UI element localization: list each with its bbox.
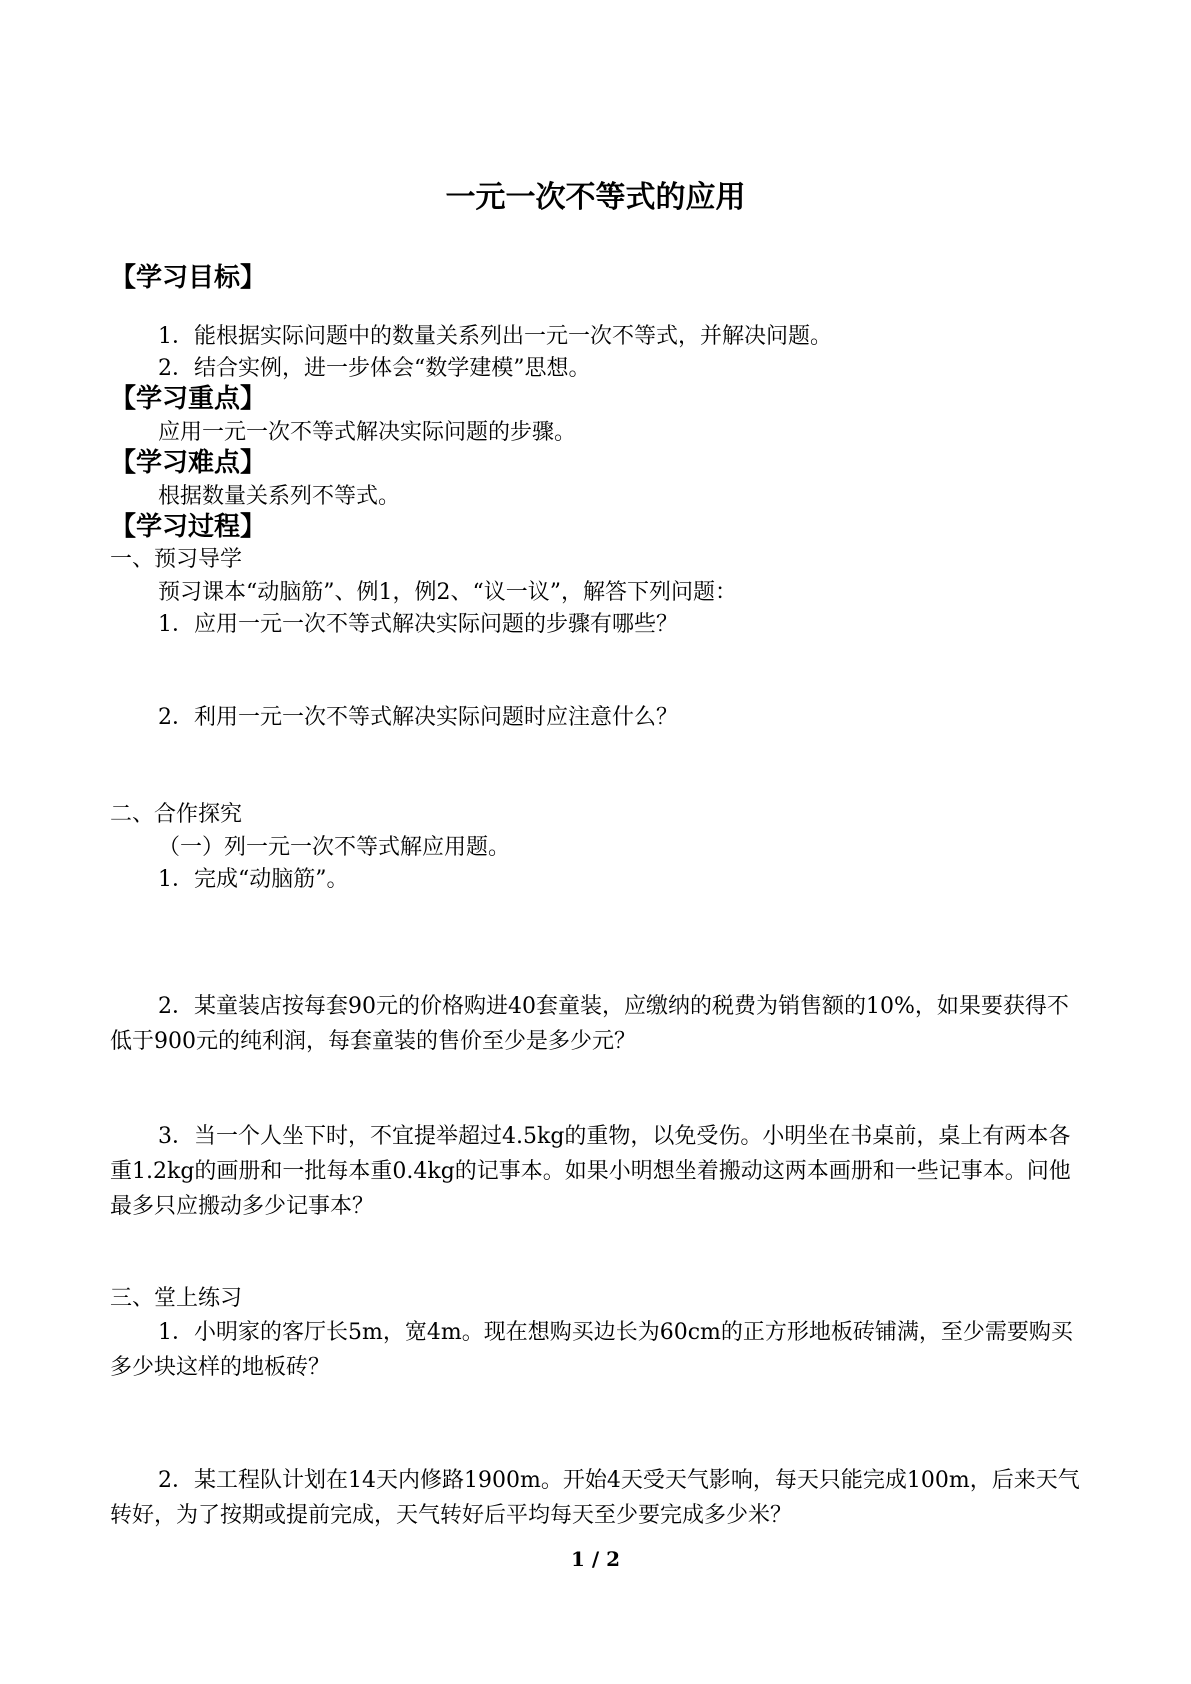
explore-subheading: （一）列一元一次不等式解应用题。 [158, 835, 511, 860]
goal-1: 1．能根据实际问题中的数量关系列出一元一次不等式，并解决问题。 [158, 324, 832, 349]
explore-question-1: 1．完成“动脑筋”。 [158, 867, 349, 892]
explore-question-3: 3．当一个人坐下时，不宜提举超过4.5kg的重物，以免受伤。小明坐在书桌前，桌上有两本各重1.2kg的画册和一批每本重0.4kg的记事本。如果小明想坐着搬动这两本画册和一些记事本。问他最多只应搬动多少记事本？ [110, 1124, 1071, 1219]
process-heading: 【学习过程】 [110, 512, 267, 542]
preview-question-1: 1．应用一元一次不等式解决实际问题的步骤有哪些？ [158, 612, 678, 637]
page-number: 1 / 2 [570, 1547, 621, 1571]
explore-question-2: 2．某童装店按每套90元的价格购进40套童装，应缴纳的税费为销售额的10%，如果要获得不低于900元的纯利润，每套童装的售价至少是多少元？ [110, 994, 1069, 1054]
goals-heading: 【学习目标】 [110, 263, 267, 293]
practice-question-2: 2．某工程队计划在14天内修路1900m。开始4天受天气影响，每天只能完成100m，后来天气转好，为了按期或提前完成，天气转好后平均每天至少要完成多少米？ [110, 1468, 1080, 1528]
difficulty-text: 根据数量关系列不等式。 [158, 484, 401, 509]
difficulty-heading: 【学习难点】 [110, 448, 267, 478]
key-points-heading: 【学习重点】 [110, 384, 267, 414]
key-points-text: 应用一元一次不等式解决实际问题的步骤。 [158, 420, 577, 445]
goal-2: 2．结合实例，进一步体会“数学建模”思想。 [158, 356, 591, 381]
page-title: 一元一次不等式的应用 [445, 180, 746, 215]
practice-question-1: 1．小明家的客厅长5m，宽4m。现在想购买边长为60cm的正方形地板砖铺满，至少需要购买多少块这样的地板砖？ [110, 1320, 1073, 1380]
preview-intro: 预习课本“动脑筋”、例1，例2、“议一议”，解答下列问题： [158, 580, 737, 605]
preview-heading: 一、预习导学 [110, 547, 243, 572]
explore-heading: 二、合作探究 [110, 802, 243, 827]
preview-question-2: 2．利用一元一次不等式解决实际问题时应注意什么？ [158, 705, 678, 730]
practice-heading: 三、堂上练习 [110, 1286, 243, 1311]
